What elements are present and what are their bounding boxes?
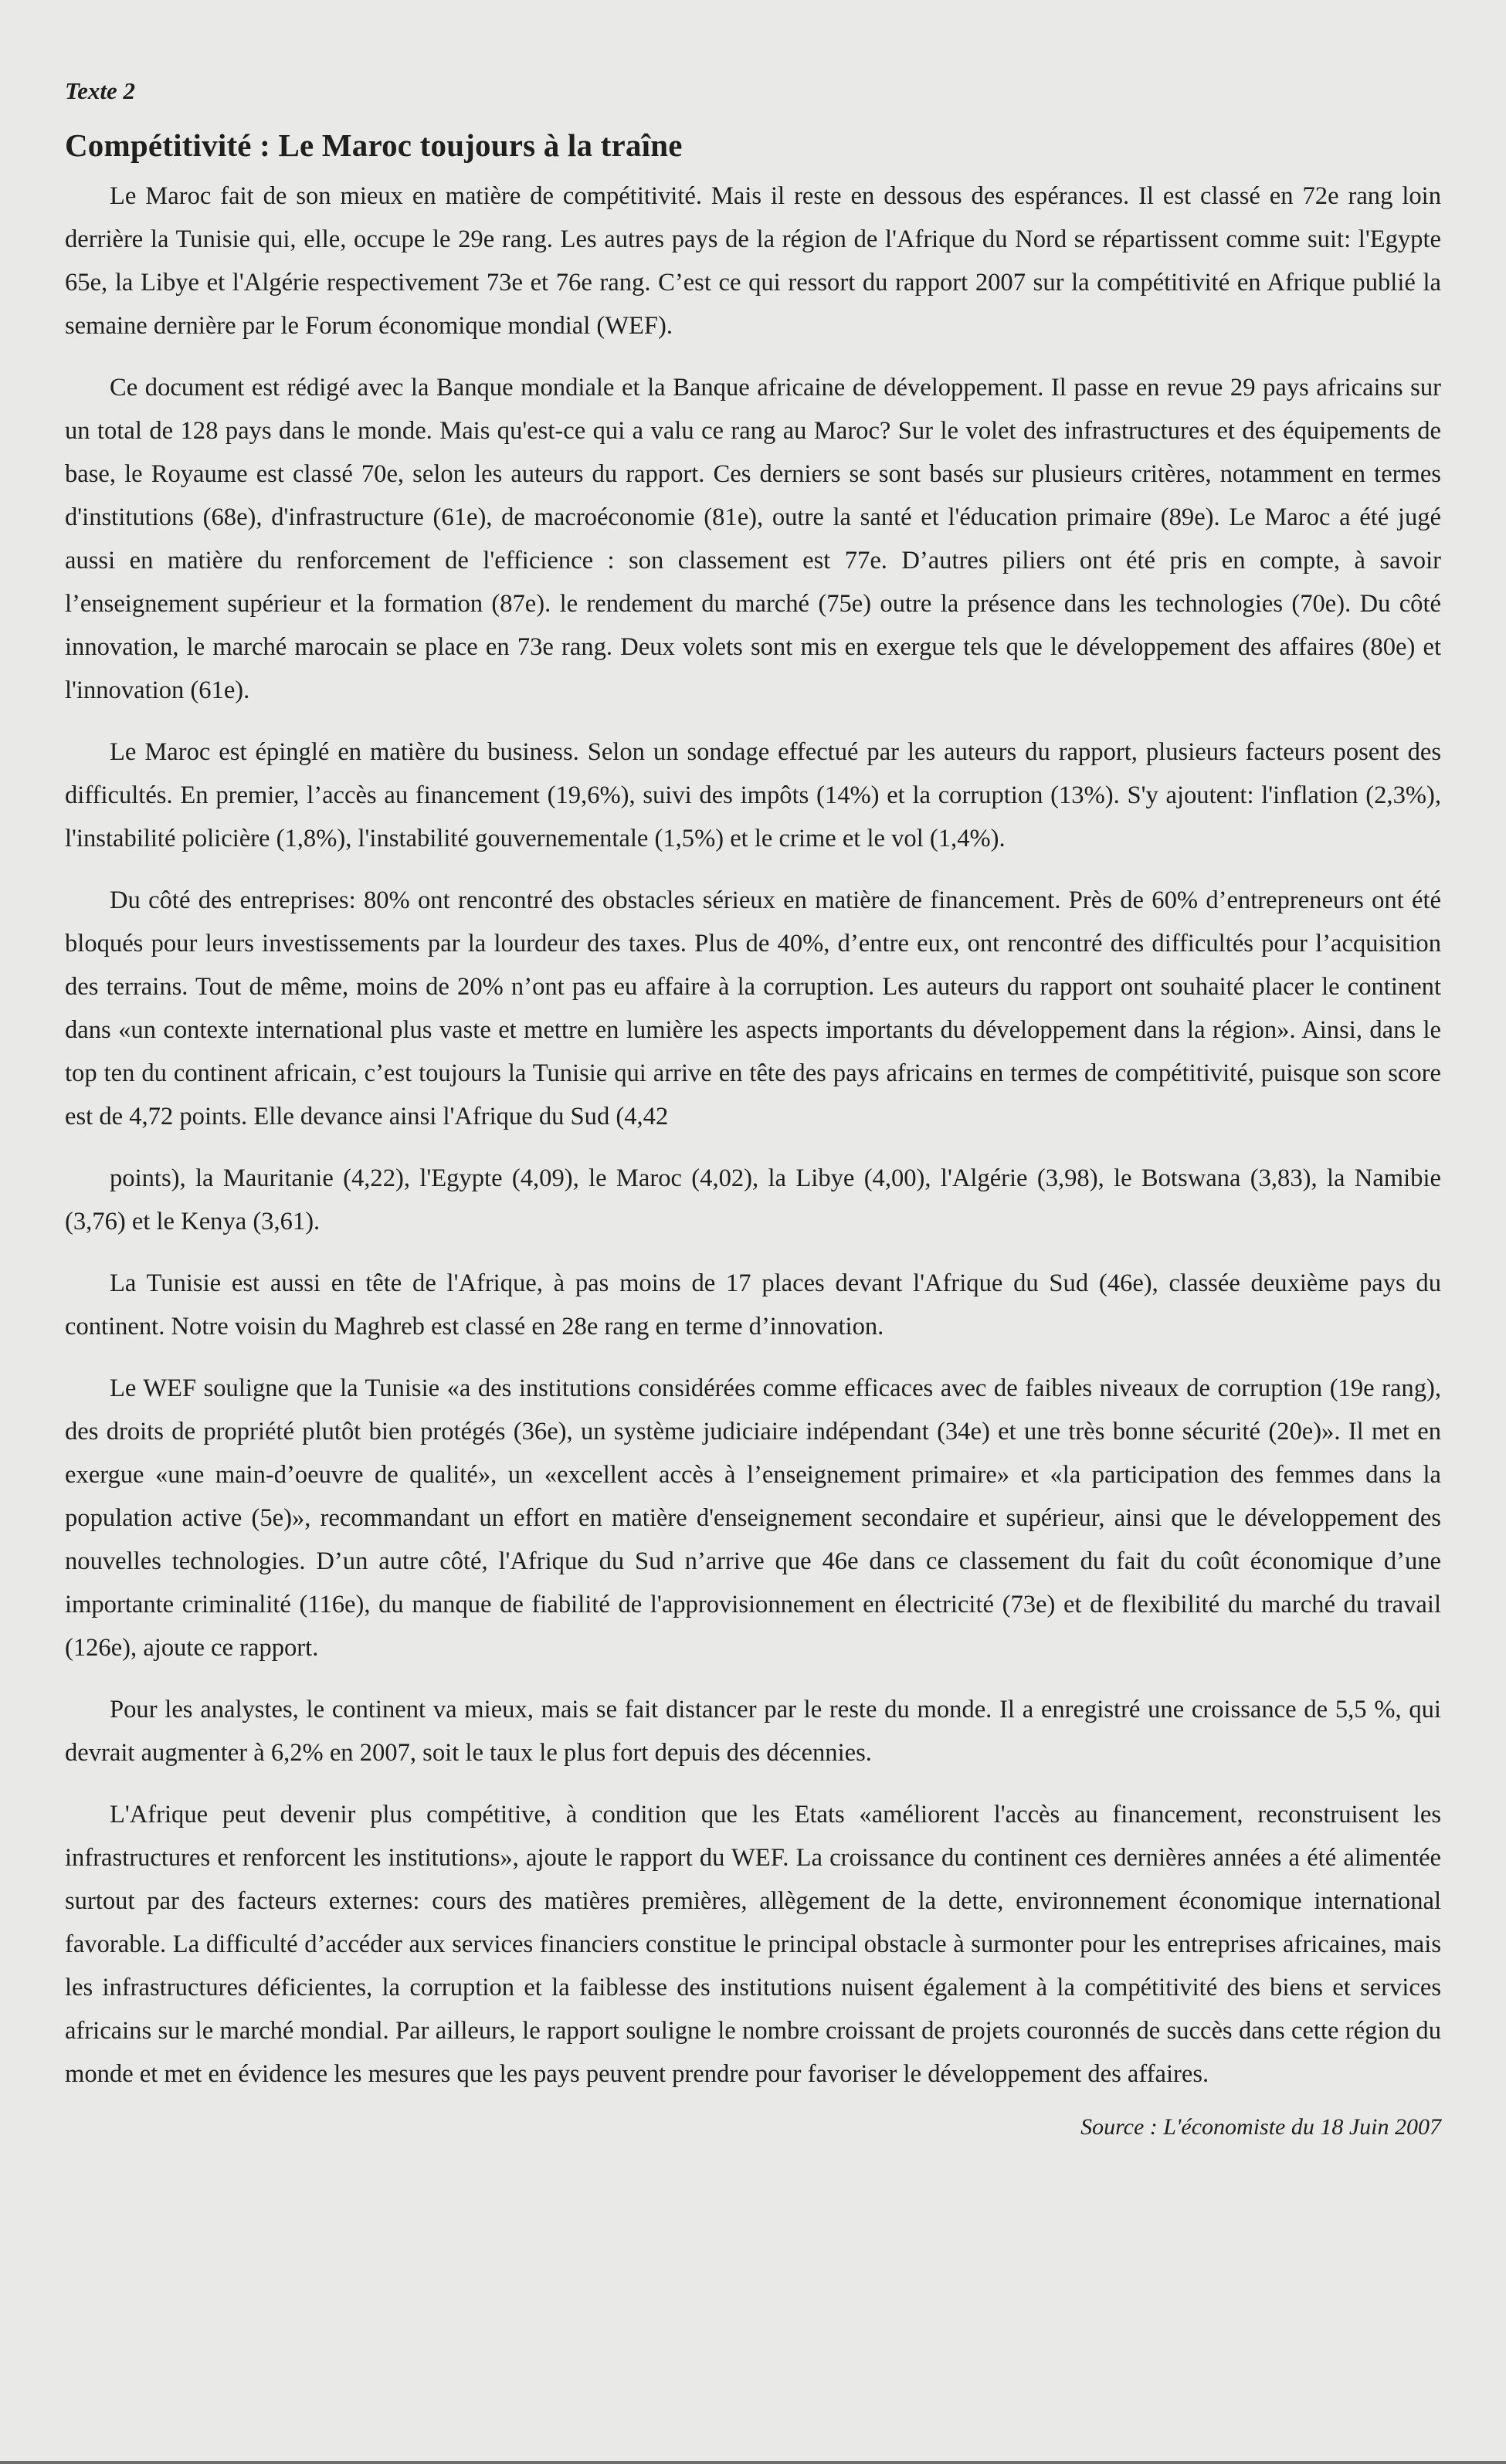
paragraph: points), la Mauritanie (4,22), l'Egypte (4,09), le Maroc (4,02), la Libye (4,00), l'Algérie (3,98), le Botswana (3,83), la Namibie (3,76) et le Kenya (3,61). [65,1164,1441,1235]
article-title: Compétitivité : Le Maroc toujours à la traîne [65,127,683,163]
paragraph: Le Maroc est épinglé en matière du business. Selon un sondage effectué par les auteurs du rapport, plusieurs facteurs posent des difficultés. En premier, l’accès au financement (19,6%), suivi des impôts (14%) et la corruption (13%). S'y ajoutent: l'inflation (2,3%), l'instabilité policière (1,8%), l'instabilité gouvernementale (1,5%) et le crime et le vol (1,4%). [65,738,1441,852]
source-citation: Source : L'économiste du 18 Juin 2007 [1080,2114,1441,2140]
document-page [65,77,1441,2140]
paragraph: L'Afrique peut devenir plus compétitive, à condition que les Etats «améliorent l'accès au financement, reconstruisent les infrastructures et renforcent les institutions», ajoute le rapport du WEF. La croissance du continent ces dernières années a été alimentée surtout par des facteurs externes: cours des matières premières, allègement de la dette, environnement économique international favorable. La difficulté d’accéder aux services financiers constitue le principal obstacle à surmonter pour les entreprises africaines, mais les infrastructures déficientes, la corruption et la faiblesse des institutions nuisent également à la compétitivité des biens et services africains sur le marché mondial. Par ailleurs, le rapport souligne le nombre croissant de projets couronnés de succès dans cette région du monde et met en évidence les mesures que les pays peuvent prendre pour favoriser le développement des affaires. [65,1801,1441,2088]
bottom-divider [0,2461,1506,2464]
paragraph: Le WEF souligne que la Tunisie «a des institutions considérées comme efficaces avec de faibles niveaux de corruption (19e rang), des droits de propriété plutôt bien protégés (36e), un système judiciaire indépendant (34e) et une très bonne sécurité (20e)». Il met en exergue «une main-d’oeuvre de qualité», un «excellent accès à l’enseignement primaire» et «la participation des femmes dans la population active (5e)», recommandant un effort en matière d'enseignement secondaire et supérieur, ainsi que le développement des nouvelles technologies. D’un autre côté, l'Afrique du Sud n’arrive que 46e dans ce classement du fait du coût économique d’une importante criminalité (116e), du manque de fiabilité de l'approvisionnement en électricité (73e) et de flexibilité du marché du travail (126e), ajoute ce rapport. [65,1374,1441,1662]
paragraph: La Tunisie est aussi en tête de l'Afrique, à pas moins de 17 places devant l'Afrique du Sud (46e), classée deuxième pays du continent. Notre voisin du Maghreb est classé en 28e rang en terme d’innovation. [65,1269,1441,1340]
paragraph: Ce document est rédigé avec la Banque mondiale et la Banque africaine de développement. Il passe en revue 29 pays africains sur un total de 128 pays dans le monde. Mais qu'est-ce qui a valu ce rang au Maroc? Sur le volet des infrastructures et des équipements de base, le Royaume est classé 70e, selon les auteurs du rapport. Ces derniers se sont basés sur plusieurs critères, notamment en termes d'institutions (68e), d'infrastructure (61e), de macroéconomie (81e), outre la santé et l'éducation primaire (89e). Le Maroc a été jugé aussi en matière du renforcement de l'efficience : son classement est 77e. D’autres piliers ont été pris en compte, à savoir l’enseignement supérieur et la formation (87e). le rendement du marché (75e) outre la présence dans les technologies (70e). Du côté innovation, le marché marocain se place en 73e rang. Deux volets sont mis en exergue tels que le développement des affaires (80e) et l'innovation (61e). [65,374,1441,704]
text-label: Texte 2 [65,77,135,104]
paragraph: Le Maroc fait de son mieux en matière de compétitivité. Mais il reste en dessous des espérances. Il est classé en 72e rang loin derrière la Tunisie qui, elle, occupe le 29e rang. Les autres pays de la région de l'Afrique du Nord se répartissent comme suit: l'Egypte 65e, la Libye et l'Algérie respectivement 73e et 76e rang. C’est ce qui ressort du rapport 2007 sur la compétitivité en Afrique publié la semaine dernière par le Forum économique mondial (WEF). [65,182,1441,340]
paragraph: Du côté des entreprises: 80% ont rencontré des obstacles sérieux en matière de financement. Près de 60% d’entrepreneurs ont été bloqués pour leurs investissements par la lourdeur des taxes. Plus de 40%, d’entre eux, ont rencontré des difficultés pour l’acquisition des terrains. Tout de même, moins de 20% n’ont pas eu affaire à la corruption. Les auteurs du rapport ont souhaité placer le continent dans «un contexte international plus vaste et mettre en lumière les aspects importants du développement dans la région». Ainsi, dans le top ten du continent africain, c’est toujours la Tunisie qui arrive en tête des pays africains en termes de compétitivité, puisque son score est de 4,72 points. Elle devance ainsi l'Afrique du Sud (4,42 [65,886,1441,1130]
paragraph: Pour les analystes, le continent va mieux, mais se fait distancer par le reste du monde. Il a enregistré une croissance de 5,5 %, qui devrait augmenter à 6,2% en 2007, soit le taux le plus fort depuis des décennies. [65,1696,1441,1767]
